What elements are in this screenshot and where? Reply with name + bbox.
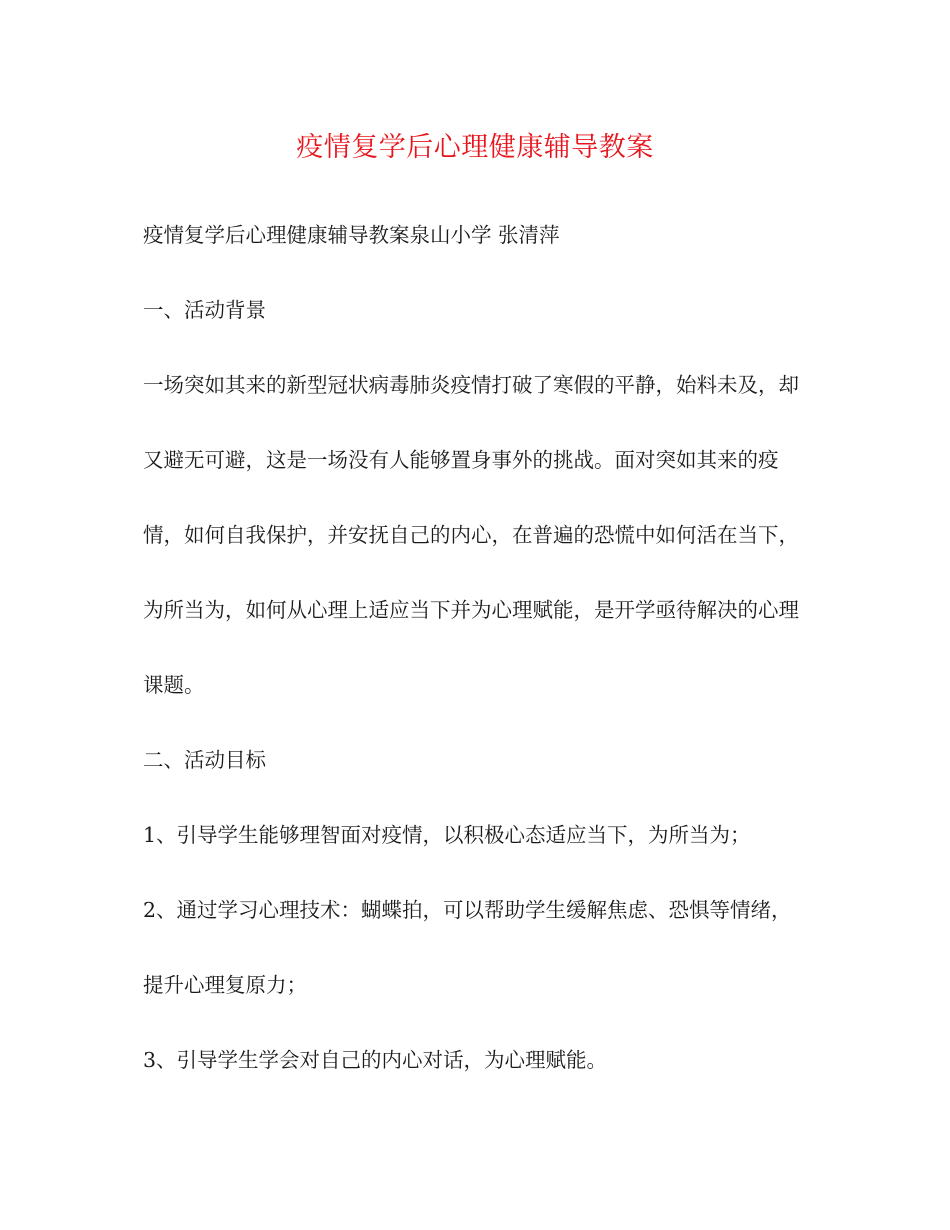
- document-body: [143, 214, 808, 1114]
- section-heading-background: 一、活动背景: [143, 298, 266, 322]
- background-paragraph: 一场突如其来的新型冠状病毒肺炎疫情打破了寒假的平静，始料未及，却又避无可避，这是一场没有人能够置身事外的挑战。面对突如其来的疫情，如何自我保护，并安抚自己的内心，在普遍的恐慌中如何活在当下，为所当为，如何从心理上适应当下并为心理赋能，是开学亟待解决的心理课题。: [143, 373, 799, 697]
- goal-item-1: 1、引导学生能够理智面对疫情，以积极心态适应当下，为所当为；: [143, 823, 751, 847]
- document-subtitle: 疫情复学后心理健康辅导教案泉山小学 张清萍: [143, 223, 560, 247]
- document-title: 疫情复学后心理健康辅导教案: [296, 132, 654, 163]
- goal-item-2: 2、通过学习心理技术：蝴蝶拍，可以帮助学生缓解焦虑、恐惧等情绪，提升心理复原力；: [143, 898, 792, 997]
- goal-item-3: 3、引导学生学会对自己的内心对话，为心理赋能。: [143, 1048, 608, 1072]
- section-heading-goals: 二、活动目标: [143, 748, 266, 772]
